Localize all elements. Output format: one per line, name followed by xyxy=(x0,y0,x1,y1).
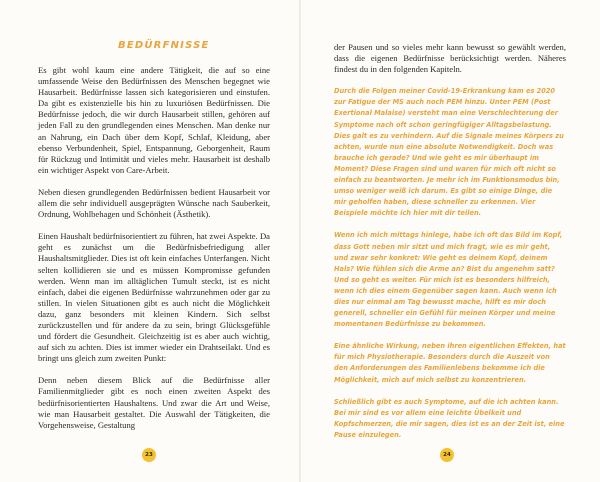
highlighted-quote: Wenn ich mich mittags hinlege, habe ich oft das Bild im Kopf, dass Gott neben mir sitzt und mich fragt, wie es mir geht, und zwar sehr konkret: Wie geht es deinem Kopf, deinem Hals? Wie fühlen sich die Arme an? Bist du angenehm satt? Und so geht es weiter. Für mich ist es besonders hilfreich, wenn ich dies einem Gegenüber sagen kann. Auch wenn ich dies nur einmal am Tag bewusst mache, hilft es mir doch generell, schneller ein Gefühl für meinen Körper und meine momentanen Bedürfnisse zu bekommen. xyxy=(334,231,563,329)
right-text-column xyxy=(334,42,566,452)
left-text-column xyxy=(38,65,270,442)
highlighted-quote: Schließlich gibt es auch Symptome, auf die ich achten kann. Bei mir sind es vor allem eine leichte Übelkeit und Kopfschmerzen, die mir sagen, dies ist es an der Zeit ist, eine Pause einzulegen. xyxy=(334,397,565,439)
page-number-badge: 23 xyxy=(142,448,156,462)
paragraph: der Pausen und so vieles mehr kann bewusst so gewählt werden, dass die eigenen Bedürfnisse berücksichtigt werden. Näheres findest du in den folgenden Kapiteln. xyxy=(334,42,566,75)
page-number-badge: 24 xyxy=(440,448,454,462)
highlighted-quote: Durch die Folgen meiner Covid-19-Erkrankung kam es 2020 zur Fatigue der MS auch noch PEM hinzu. Unter PEM (Post Exertional Malaise) versteht man eine Verschlechterung der Symptome nach oft schon geringfügiger Alltagsbelastung. Dies galt es zu verhindern. Auf die Signale meines Körpers zu achten, wurde nun eine absolute Notwendigkeit. Doch was brauche ich gerade? Und wie geht es mir überhaupt im Moment? Diese Fragen sind und waren für mich oft nicht so einfach zu beantworten. Je mehr ich im Funktionsmodus bin, umso weniger weiß ich darum. Es gibt so einige Dinge, die mir geholfen haben, diese schneller zu erkennen. Vier Beispiele möchte ich hier mit dir teilen. xyxy=(334,87,564,218)
paragraph: Neben diesen grundlegenden Bedürfnissen bedient Hausarbeit vor allem die sehr individuell ausgeprägten Wünsche nach Sauberkeit, Ordnung, Wohlbehagen und Schönheit (Ästhetik). xyxy=(38,186,270,220)
paragraph: Einen Haushalt bedürfnisorientiert zu führen, hat zwei Aspekte. Da geht es zunächst um die Bedürfnisbefriedigung aller Haushaltsmitglieder. Dies ist oft kein einfaches Unterfangen. Nicht selten kollidieren sie und es müssen Kompromisse gefunden werden. Wenn man im alltäglichen Tumult steckt, ist es nicht einfach, dabei die eigenen Bedürfnisse wahrzunehmen oder gar zu stillen. In vielen Situationen gibt es auch nicht die Möglichkeit dazu, ganz besonders mit kleinen Kindern. Sich selbst zurückzustellen und für andere da zu sein, bringt Glücksgefühle und fördert die Gesundheit. Gleichzeitig ist es aber auch wichtig, auf sich zu achten. Dies ist immer wieder ein Drahtseilakt. Und es bringt uns gleich zum zweiten Punkt: xyxy=(38,231,270,364)
highlighted-quote: Eine ähnliche Wirkung, neben ihren eigentlichen Effekten, hat für mich Physiotherapie. Besonders durch die Auszeit von den Anforderungen des Familienlebens bekomme ich die Möglichkeit, mich auf mich selbst zu konzentrieren. xyxy=(334,342,566,384)
paragraph: Es gibt wohl kaum eine andere Tätigkeit, die auf so eine umfassende Weise den Bedürfnissen des Menschen begegnet wie Hausarbeit. Bedürfnisse lassen sich kategorisieren und einstufen. Da gibt es existenzielle bis hin zu luxuriösen Bedürfnissen. Die Bedürfnisse jedoch, die wir durch Hausarbeit stillen, gehören auf jeden Fall zu den grundlegenden eines Menschen. Man denke nur an Nahrung, ein Dach über dem Kopf, Schlaf, Kleidung, aber ebenso Verbundenheit, Spiel, Entspannung, Geborgenheit, Raum für Rückzug und Intimität und vieles mehr. Hausarbeit ist deshalb ein wichtiger Aspekt von Care-Arbeit. xyxy=(38,65,270,175)
paragraph: Denn neben diesem Blick auf die Bedürfnisse aller Familienmitglieder gibt es noch einen zweiten Aspekt des bedürfnisorientierten Haushaltens. Und zwar die Art und Weise, wie man Hausarbeit gestaltet. Die Auswahl der Tätigkeiten, die Vorgehensweise, Gestaltung xyxy=(38,375,270,430)
section-heading: BEDÜRFNISSE xyxy=(118,40,210,51)
